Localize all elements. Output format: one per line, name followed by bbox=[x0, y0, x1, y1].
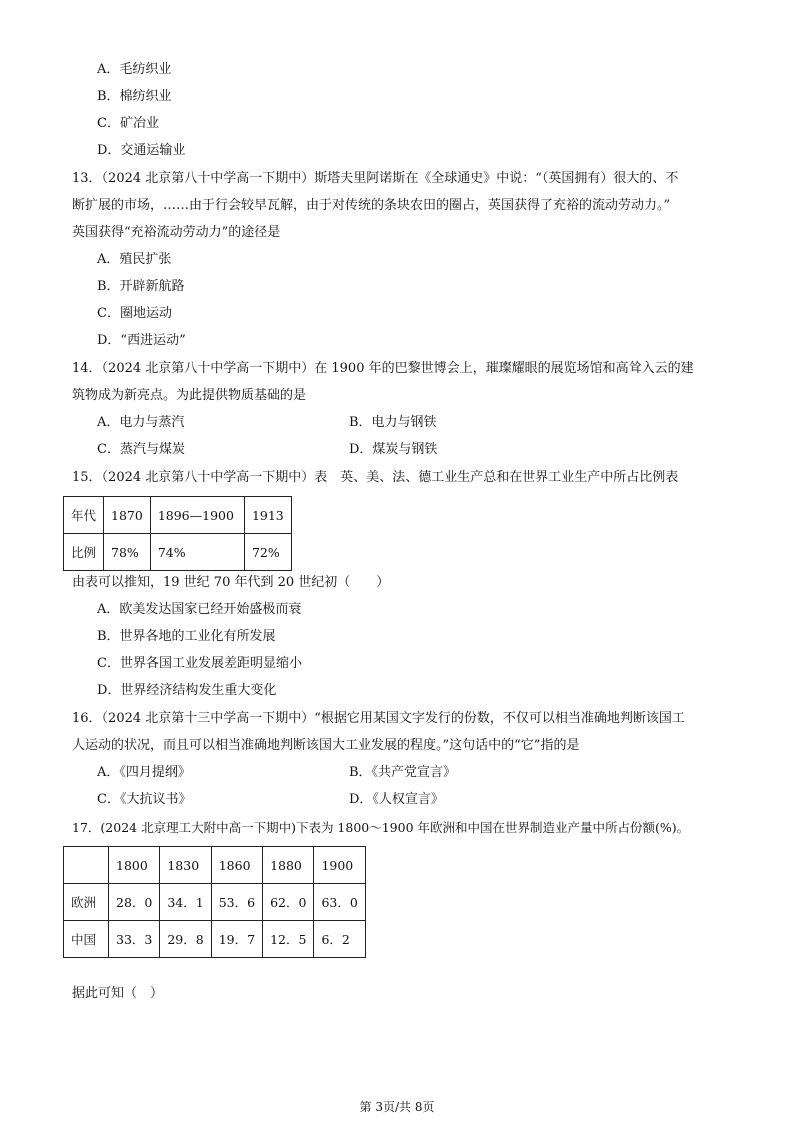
page-footer: 第 3页/共 8页 bbox=[359, 1100, 435, 1114]
q16-option-c: C．《大抗议书》 bbox=[97, 792, 192, 807]
table-cell: 34．1 bbox=[160, 884, 211, 921]
q17-stem-line2: 据此可知（ ） bbox=[72, 986, 164, 1001]
table-cell: 1800 bbox=[109, 847, 160, 884]
table-cell: 12．5 bbox=[263, 921, 314, 958]
table-cell: 62．0 bbox=[263, 884, 314, 921]
table-cell: 63．0 bbox=[314, 884, 365, 921]
q12-option-b: B．棉纺织业 bbox=[97, 89, 172, 104]
q14-stem-line2: 筑物成为新亮点。为此提供物质基础的是 bbox=[72, 388, 307, 403]
table-cell: 比例 bbox=[64, 534, 104, 571]
q14-stem-line1: 14．（2024 北京第八十中学高一下期中）在 1900 年的巴黎世博会上，璀璨耀眼的展览场馆和高耸入云的建 bbox=[72, 361, 694, 376]
q17-table bbox=[63, 846, 366, 958]
q12-option-a: A．毛纺织业 bbox=[97, 62, 172, 77]
q16-stem-line2: 人运动的状况，而且可以相当准确地判断该国大工业发展的程度。”这句话中的“它”指的是 bbox=[72, 738, 580, 753]
table-row bbox=[64, 847, 366, 884]
q13-option-d: D．“西进运动” bbox=[97, 333, 186, 348]
table-cell: 1880 bbox=[263, 847, 314, 884]
table-cell: 1896—1900 bbox=[150, 497, 244, 534]
table-cell: 28．0 bbox=[109, 884, 160, 921]
q13-stem-line3: 英国获得“充裕流动劳动力”的途径是 bbox=[72, 225, 281, 240]
q14-option-b: B．电力与钢铁 bbox=[349, 415, 437, 430]
q13-option-b: B．开辟新航路 bbox=[97, 279, 185, 294]
table-cell: 74% bbox=[150, 534, 244, 571]
q15-option-d: D．世界经济结构发生重大变化 bbox=[97, 683, 277, 698]
table-cell: 53．6 bbox=[211, 884, 262, 921]
q14-option-a: A．电力与蒸汽 bbox=[97, 415, 185, 430]
table-cell: 年代 bbox=[64, 497, 104, 534]
q13-stem-line1: 13．（2024 北京第八十中学高一下期中）斯塔夫里阿诺斯在《全球通史》中说：“（英国拥有）很大的、不 bbox=[72, 171, 679, 186]
table-cell: 欧洲 bbox=[64, 884, 109, 921]
table-row bbox=[64, 884, 366, 921]
q16-option-a: A．《四月提纲》 bbox=[97, 765, 191, 780]
table-cell: 1900 bbox=[314, 847, 365, 884]
table-cell: 1860 bbox=[211, 847, 262, 884]
table-cell: 1830 bbox=[160, 847, 211, 884]
q16-option-b: B．《共产党宣言》 bbox=[349, 765, 457, 780]
table-cell: 33．3 bbox=[109, 921, 160, 958]
q12-option-c: C．矿冶业 bbox=[97, 116, 159, 131]
q12-option-d: D．交通运输业 bbox=[97, 143, 186, 158]
table-cell: 29．8 bbox=[160, 921, 211, 958]
q13-stem-line2: 断扩展的市场，……由于行会较早瓦解，由于对传统的条块农田的圈占，英国获得了充裕的流动劳动力。” bbox=[72, 198, 671, 213]
q15-option-b: B．世界各地的工业化有所发展 bbox=[97, 629, 276, 644]
q16-stem-line1: 16．（2024 北京第十三中学高一下期中）“根据它用某国文字发行的份数，不仅可以相当准确地判断该国工 bbox=[72, 711, 685, 726]
q17-stem-line1: 17．(2024 北京理工大附中高一下期中)下表为 1800～1900 年欧洲和中国在世界制造业产量中所占份额(%)。 bbox=[72, 820, 690, 835]
table-cell bbox=[64, 847, 109, 884]
table-row bbox=[64, 534, 292, 571]
q15-option-a: A．欧美发达国家已经开始盛极而衰 bbox=[97, 602, 302, 617]
q14-option-c: C．蒸汽与煤炭 bbox=[97, 442, 185, 457]
q15-option-c: C．世界各国工业发展差距明显缩小 bbox=[97, 656, 302, 671]
table-row bbox=[64, 921, 366, 958]
table-cell: 1913 bbox=[244, 497, 291, 534]
q13-option-c: C．圈地运动 bbox=[97, 306, 172, 321]
table-cell: 19．7 bbox=[211, 921, 262, 958]
table-cell: 78% bbox=[104, 534, 151, 571]
q15-stem-line1: 15．（2024 北京第八十中学高一下期中）表 英、美、法、德工业生产总和在世界工业生产中所占比例表 bbox=[72, 470, 679, 485]
q13-option-a: A．殖民扩张 bbox=[97, 252, 172, 267]
table-cell: 72% bbox=[244, 534, 291, 571]
table-cell: 6．2 bbox=[314, 921, 365, 958]
table-cell: 1870 bbox=[104, 497, 151, 534]
q15-table bbox=[63, 496, 292, 571]
table-row bbox=[64, 497, 292, 534]
q14-option-d: D．煤炭与钢铁 bbox=[349, 442, 438, 457]
q16-option-d: D．《人权宣言》 bbox=[349, 792, 444, 807]
table-cell: 中国 bbox=[64, 921, 109, 958]
q15-stem-line2: 由表可以推知，19 世纪 70 年代到 20 世纪初（ ） bbox=[72, 575, 390, 590]
